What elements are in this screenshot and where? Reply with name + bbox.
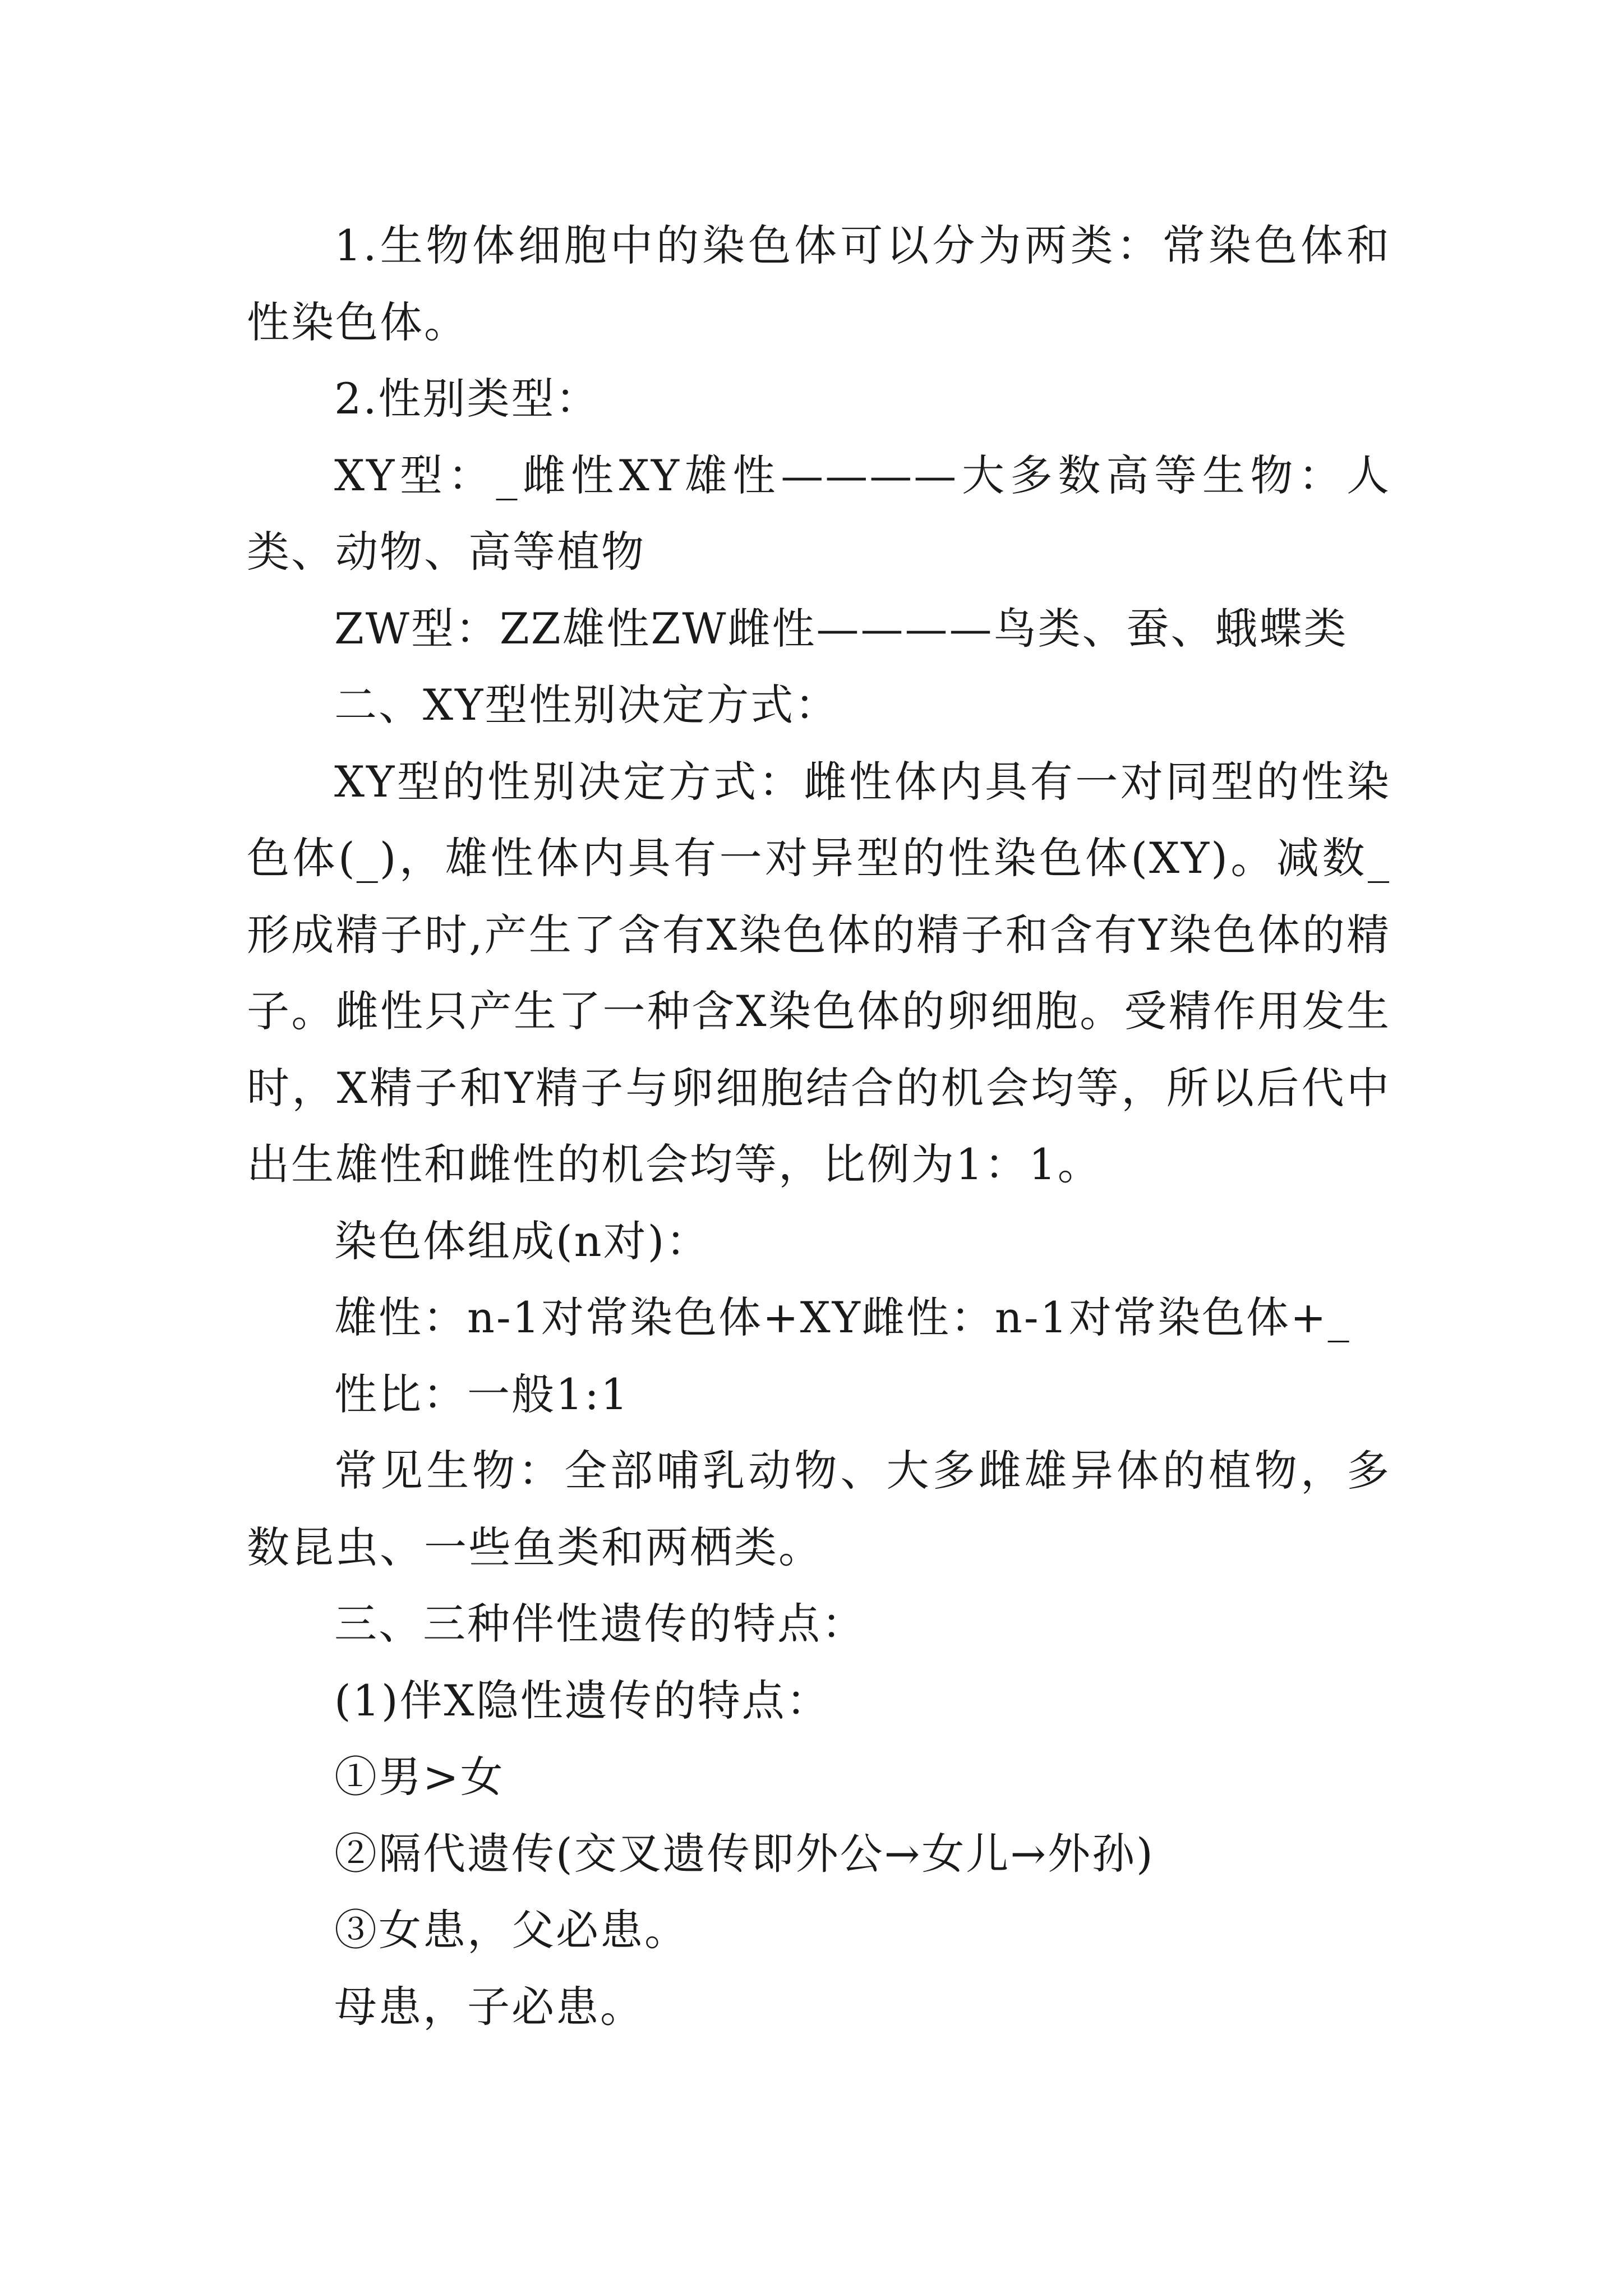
paragraph-zw-type: ZW型：ZZ雄性ZW雌性————鸟类、蚕、蛾蝶类 — [334, 603, 1348, 654]
paragraph-male-female-composition: 雄性：n-1对常染色体+XY雌性：n-1对常染色体+_ — [334, 1292, 1351, 1342]
section-heading-xy-determination: 二、XY型性别决定方式： — [334, 680, 840, 730]
list-item-skip-generation: ②隔代遗传(交叉遗传即外公→女儿→外孙) — [334, 1828, 1155, 1879]
document-body — [247, 208, 1391, 2045]
paragraph-xy-type: XY型：_雌性XY雄性————大多数高等生物：人类、动物、高等植物 — [247, 450, 1391, 577]
list-item-mother-affected: 母患，子必患。 — [334, 1981, 644, 2032]
section-heading-sex-linked-inheritance: 三、三种伴性遗传的特点： — [334, 1599, 866, 1649]
paragraph-xy-determination-detail: XY型的性别决定方式：雌性体内具有一对同型的性染色体(_)，雄性体内具有一对异型的性染色体(XY)。减数_形成精子时,产生了含有X染色体的精子和含有Y染色体的精子。雌性只产生了一种含X染色体的卵细胞。受精作用发生时，X精子和Y精子与卵细胞结合的机会均等，所以后代中出生雄性和雌性的机会均等，比例为1：1。 — [247, 756, 1391, 1189]
list-item-daughter-affected: ③女患，父必患。 — [334, 1905, 689, 1955]
paragraph-x-recessive-heading: (1)伴X隐性遗传的特点： — [334, 1675, 831, 1726]
paragraph-sex-ratio: 性比：一般1:1 — [334, 1369, 630, 1419]
paragraph-sex-types-heading: 2.性别类型： — [334, 374, 600, 424]
paragraph-common-organisms: 常见生物：全部哺乳动物、大多雌雄异体的植物，多数昆虫、一些鱼类和两栖类。 — [247, 1446, 1391, 1572]
paragraph-chromosome-composition: 染色体组成(n对)： — [334, 1216, 711, 1266]
paragraph-chromosome-classes: 1.生物体细胞中的染色体可以分为两类：常染色体和性染色体。 — [247, 220, 1391, 347]
list-item-male-greater-female: ①男>女 — [334, 1752, 505, 1802]
